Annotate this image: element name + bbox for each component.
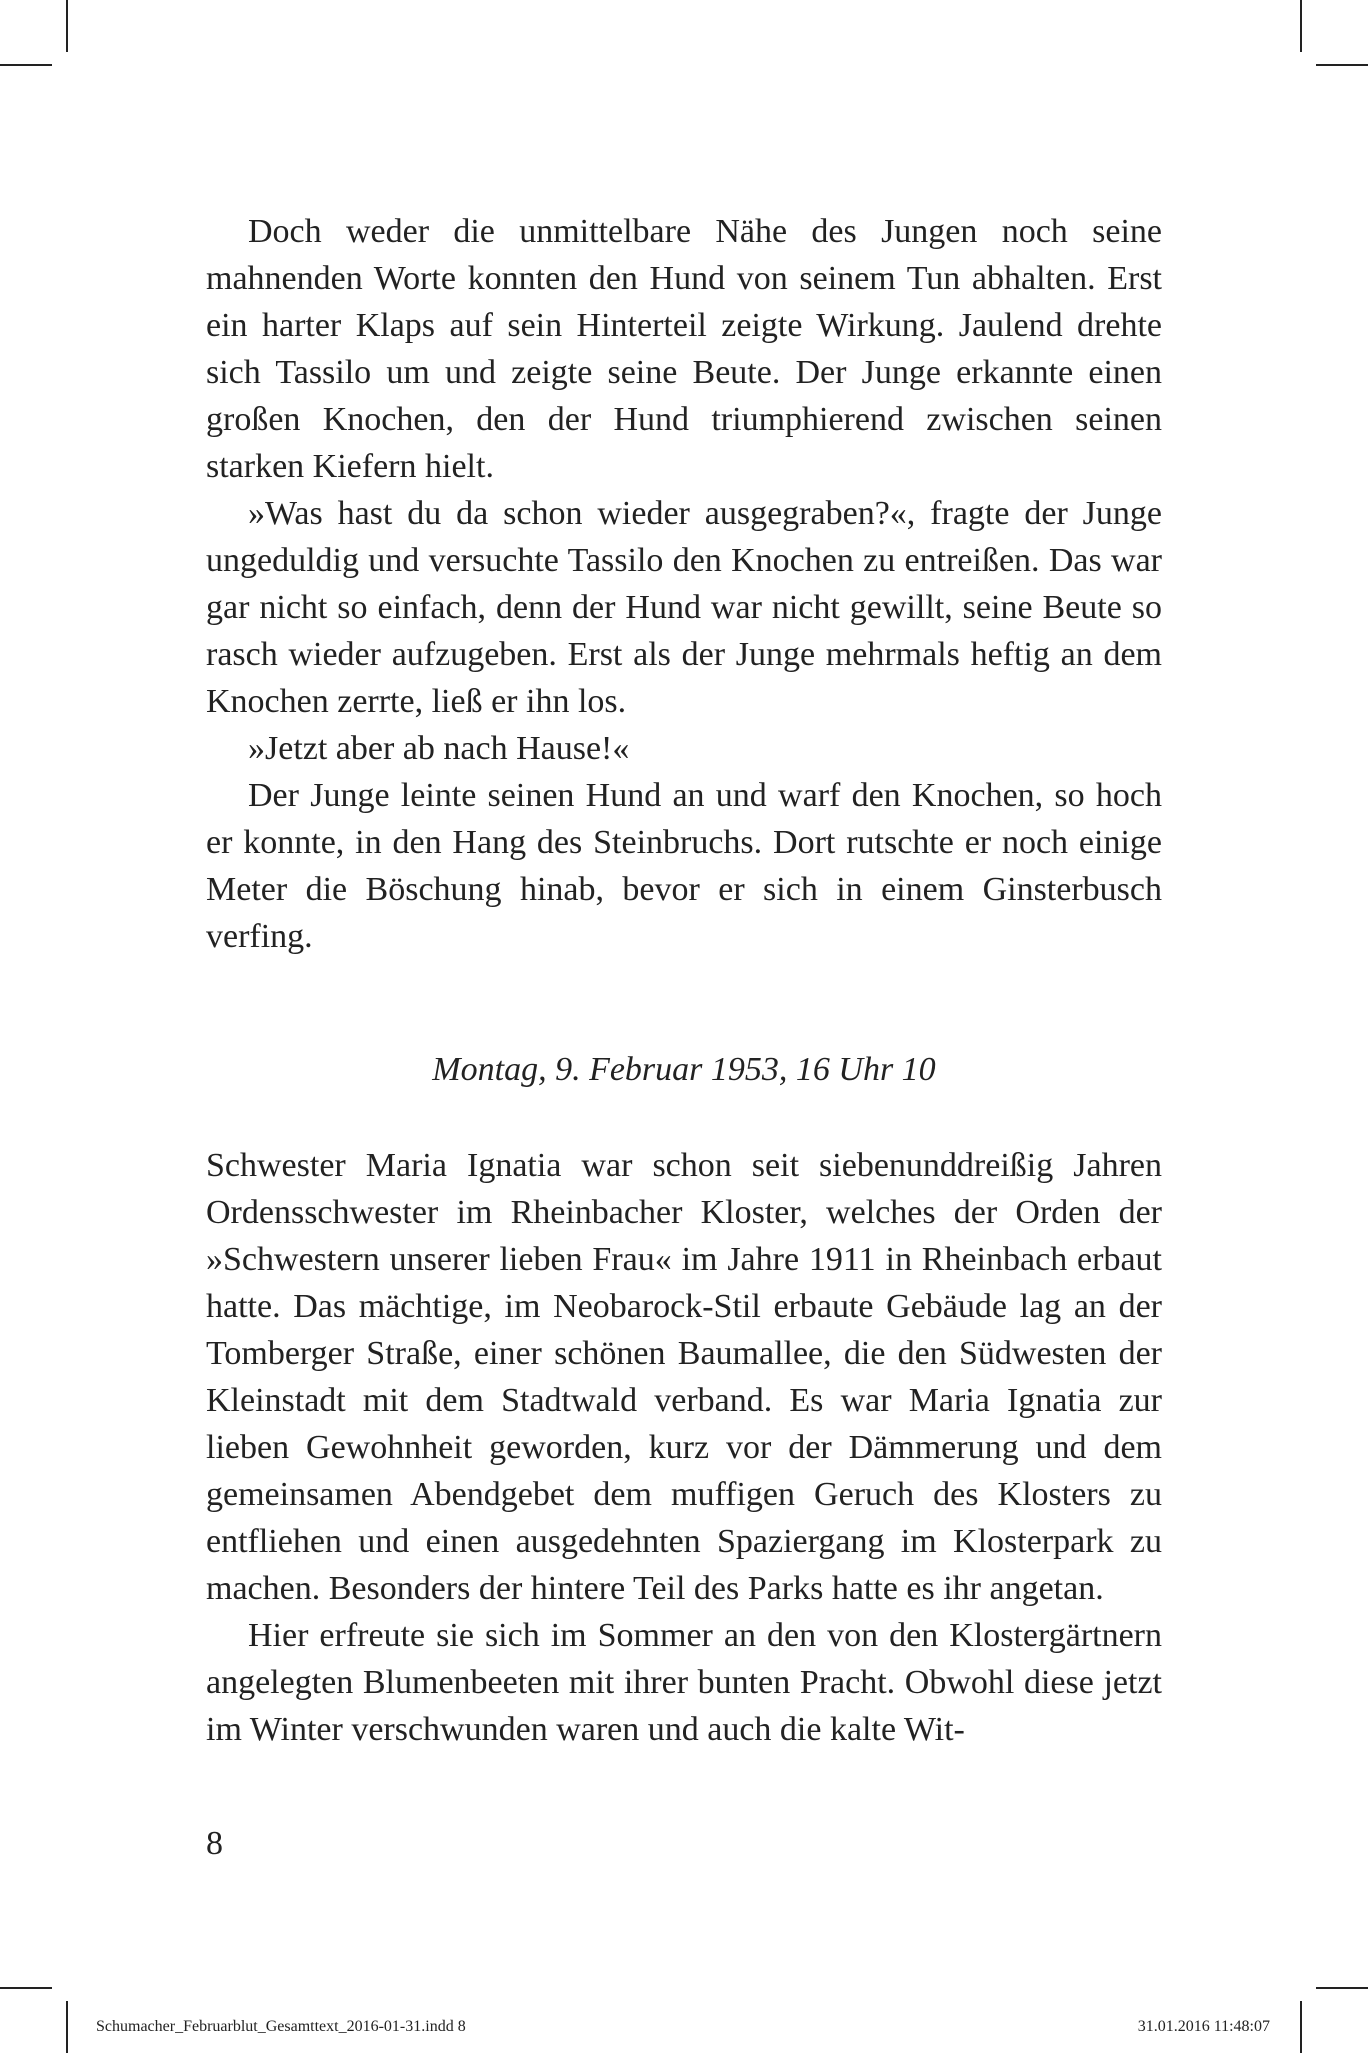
crop-mark-top-left-h: [0, 64, 52, 66]
crop-mark-bottom-right-h: [1316, 1987, 1368, 1989]
section-heading: Montag, 9. Februar 1953, 16 Uhr 10: [432, 1051, 936, 1088]
paragraph: Doch weder die unmittelbare Nähe des Jungen noch seine mahnenden Worte konnten den Hund von seinem Tun abhalten. Erst ein harter Klaps auf sein Hinterteil zeigte Wirkung. Jaulend drehte sich Tassilo um und zeigte seine Beute. Der Junge erkannte einen großen Knochen, den der Hund triumphierend zwischen seinen starken Kiefern hielt.: [206, 213, 1162, 485]
slug-timestamp: 31.01.2016 11:48:07: [1137, 2018, 1270, 2035]
paragraph: »Was hast du da schon wieder ausgegraben?«, fragte der Junge ungeduldig und versuchte Tassilo den Knochen zu entreißen. Das war gar nicht so einfach, denn der Hund war nicht gewillt, seine Beute so rasch wieder aufzugeben. Erst als der Junge mehrmals heftig an dem Knochen zerrte, ließ er ihn los.: [206, 495, 1162, 720]
paragraph: »Jetzt aber ab nach Hause!«: [248, 730, 630, 767]
page-number: 8: [206, 1825, 223, 1862]
slug-filename: Schumacher_Februarblut_Gesamttext_2016-01-31.indd 8: [96, 2018, 466, 2035]
crop-mark-top-right-h: [1316, 64, 1368, 66]
crop-mark-top-left: [66, 0, 68, 52]
section-1-text: [206, 208, 1162, 960]
section-2-text: [206, 1142, 1162, 1753]
crop-mark-bottom-left-h: [0, 1987, 52, 1989]
paragraph: Der Junge leinte seinen Hund an und warf den Knochen, so hoch er konnte, in den Hang des Steinbruchs. Dort rutschte er noch einige Meter die Böschung hinab, bevor er sich in einem Ginsterbusch verfing.: [206, 777, 1162, 955]
crop-mark-top-right: [1300, 0, 1302, 52]
paragraph: Hier erfreute sie sich im Sommer an den von den Klostergärtnern angelegten Blumenbeeten mit ihrer bunten Pracht. Obwohl diese jetzt im Winter verschwunden waren und auch die kalte Wit-: [206, 1617, 1162, 1748]
crop-mark-bottom-left: [66, 2001, 68, 2053]
paragraph: Schwester Maria Ignatia war schon seit siebenunddreißig Jahren Ordensschwester im Rheinbacher Kloster, welches der Orden der »Schwestern unserer lieben Frau« im Jahre 1911 in Rheinbach erbaut hatte. Das mächtige, im Neobarock-Stil erbaute Gebäude lag an der Tomberger Straße, einer schönen Baumallee, die den Südwesten der Kleinstadt mit dem Stadtwald verband. Es war Maria Ignatia zur lieben Gewohnheit geworden, kurz vor der Dämmerung und dem gemeinsamen Abendgebet dem muffigen Geruch des Klosters zu entfliehen und einen ausgedehnten Spaziergang im Klosterpark zu machen. Besonders der hintere Teil des Parks hatte es ihr angetan.: [206, 1147, 1162, 1607]
crop-mark-bottom-right: [1300, 2001, 1302, 2053]
